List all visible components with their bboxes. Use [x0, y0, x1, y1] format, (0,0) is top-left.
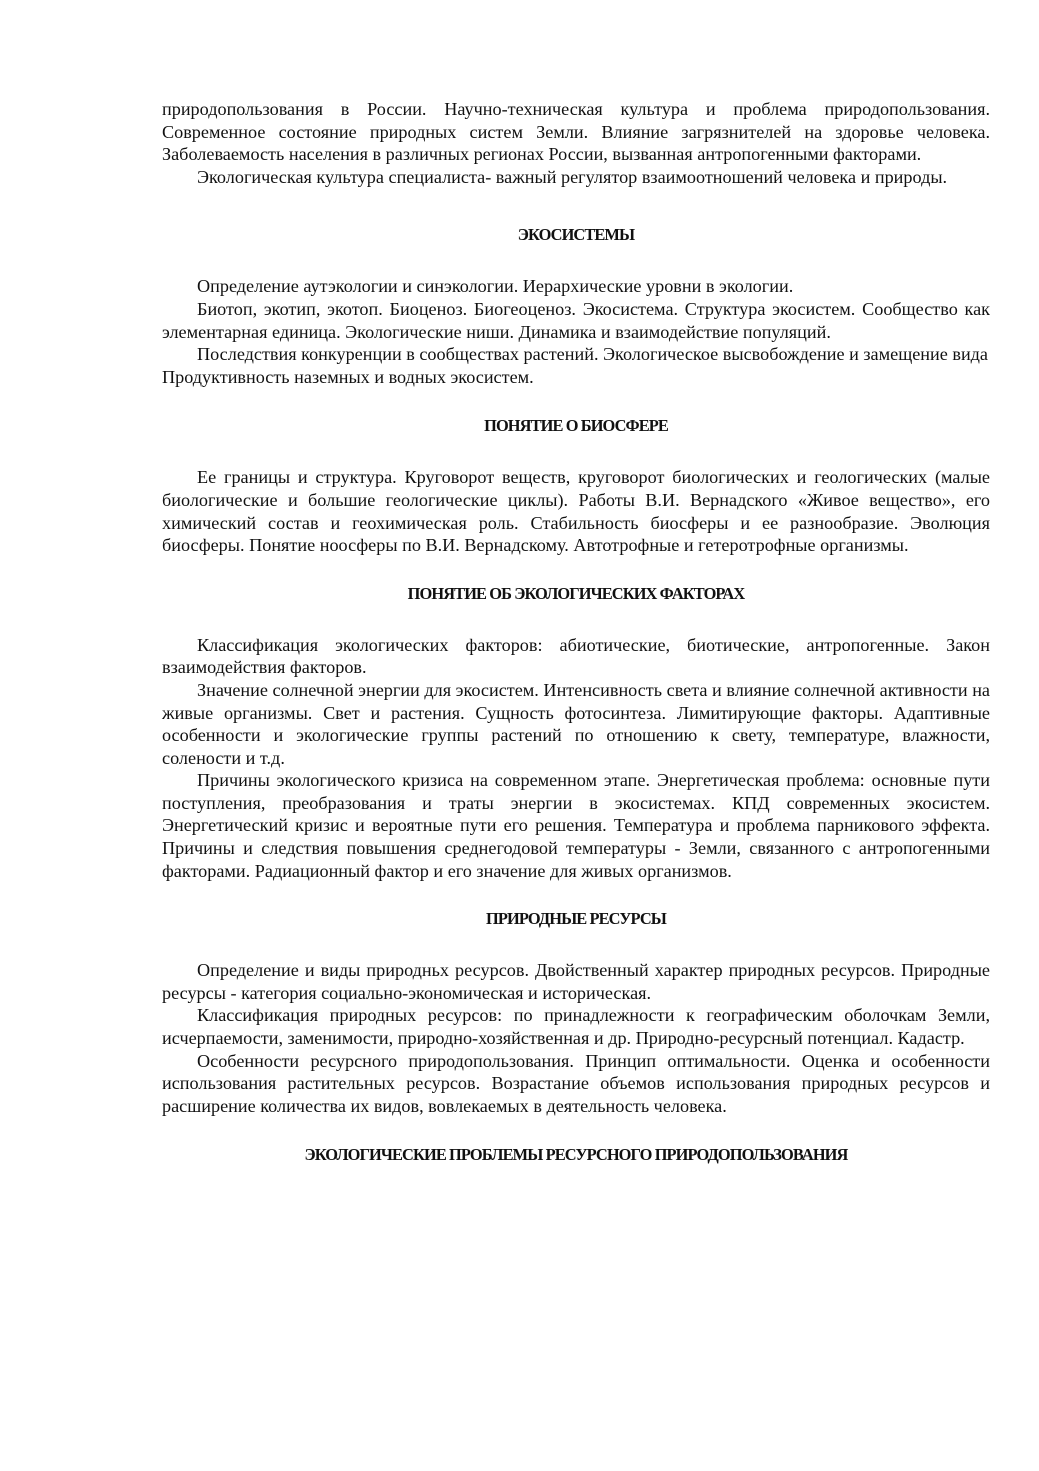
- paragraph: Определение и виды природньх ресурсов. Двойственный характер природных ресурсов. Природные ресурсы - категория социально-экономическая и историческая.: [162, 960, 990, 1003]
- section-ecological-factors: [162, 583, 990, 883]
- paragraph: Особенности ресурсного природопользования. Принцип оптимальности. Оценка и особенности использования растительных ресурсов. Возрастание объемов использования природных ресурсов и расширение количества их видов, вовлекаемых в деятельность человека.: [162, 1050, 990, 1116]
- paragraph: Экологическая культура специалиста- важный регулятор взаимоотношений человека и природы.: [197, 166, 948, 187]
- section-heading: ПРИРОДНЫЕ РЕСУРСЫ: [486, 909, 666, 929]
- section-natural-resources: [162, 908, 990, 1117]
- section-heading: ЭКОСИСТЕМЫ: [517, 225, 635, 245]
- paragraph: Биотоп, экотип, экотоп. Биоценоз. Биогеоценоз. Экосистема. Структура экосистем. Сообщество как элементарная единица. Экологические ниши. Динамика и взаимодействие популяций.: [162, 298, 990, 342]
- paragraph: природопользования в России. Научно-техническая культура и проблема природопользования. Современное состояние природных систем Земли. Влияние загрязнителей на здоровье человека. Заболеваемость населения в различных регионах России, вызванная антропогенными факторами.: [162, 99, 990, 165]
- paragraph: Последствия конкуренции в сообществах растений. Экологическое высвобождение и замещение вида: [197, 344, 989, 365]
- paragraph: Определение аутэкологии и синэкологии. Иерархические уровни в экологии.: [197, 276, 794, 297]
- paragraph: Причины экологического кризиса на современном этапе. Энергетическая проблема: основные пути поступления, преобразования и траты энергии в экосистемах. КПД современных экосистем. Энергетический кризис и вероятные пути его решения. Температура и проблема парникового эффекта. Причины и следствия повышения среднегодовой температуры - Земли, связанного с антропогенными факторами. Радиационный фактор и его значение для живых организмов.: [162, 770, 990, 881]
- section-resource-problems: [162, 1144, 990, 1166]
- paragraph: Значение солнечной энергии для экосистем. Интенсивность света и влияние солнечной активности на живые организмы. Свет и растения. Сущность фотосинтеза. Лимитирующие факторы. Адаптивные особенности и экологические группы растений по отношению к свету, температуре, влажности, солености и т.д.: [162, 679, 990, 768]
- paragraph: Ее границы и структура. Круговорот веществ, круговорот биологических и геологических (малые биологические и большие геологические циклы). Работы В.И. Вернадского «Живое вещество», его химический состав и геохимическая роль. Стабильность биосферы и ее разнообразие. Эволюция биосферы. Понятие ноосферы по В.И. Вернадскому. Автотрофные и гетеротрофные организмы.: [162, 467, 990, 556]
- section-ecosystems: [162, 224, 990, 388]
- section-biosphere: [162, 415, 990, 556]
- paragraph: Продуктивность наземных и водных экосистем.: [162, 366, 534, 387]
- document-page: [162, 98, 990, 1166]
- paragraph: Классификация природных ресурсов: по принадлежности к географическим оболочкам Земли, исчерпаемости, заменимости, природно-хозяйственная и др. Природно-ресурсный потенциал. Кадастр.: [162, 1005, 990, 1049]
- paragraph: Классификация экологических факторов: абиотические, биотические, антропогенные. Закон взаимодействия факторов.: [162, 634, 990, 678]
- section-heading: ПОНЯТИЕ ОБ ЭКОЛОГИЧЕСКИХ ФАКТОРАХ: [407, 583, 745, 603]
- section-heading: ПОНЯТИЕ О БИОСФЕРЕ: [484, 416, 668, 436]
- section-intro: [162, 98, 990, 188]
- section-heading: ЭКОЛОГИЧЕСКИЕ ПРОБЛЕМЫ РЕСУРСНОГО ПРИРОДОПОЛЬЗОВАНИЯ: [304, 1145, 848, 1165]
